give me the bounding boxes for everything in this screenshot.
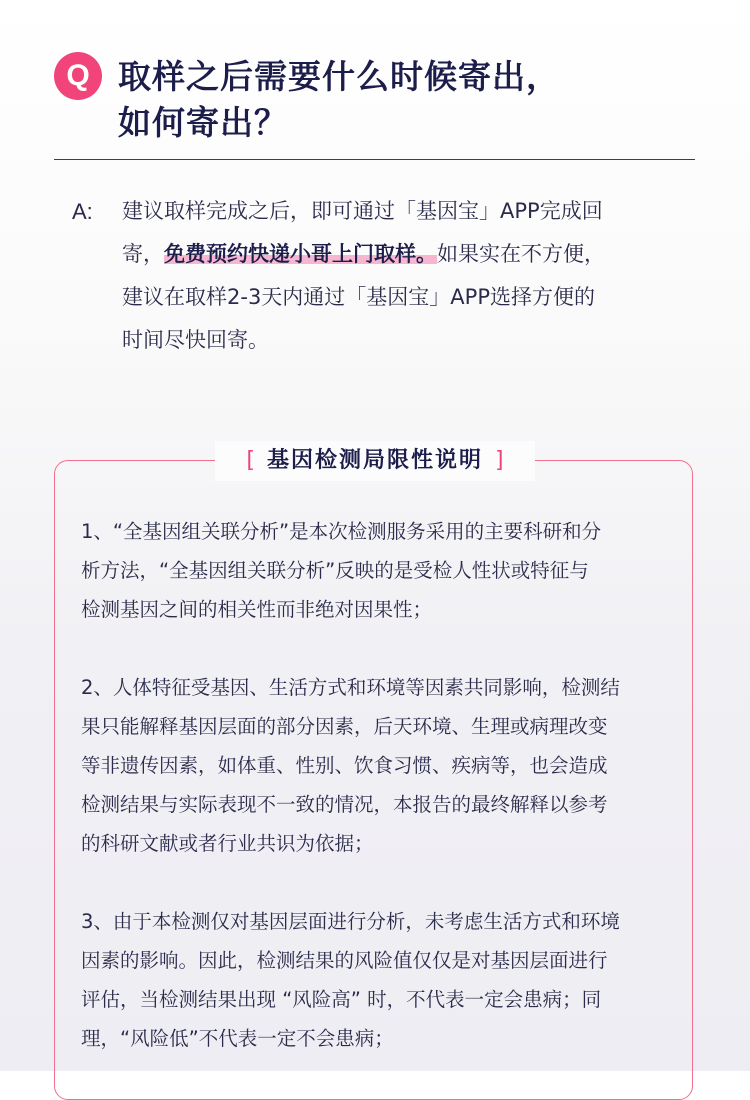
limitation-item-line: 评估，当检测结果出现 “风险高” 时，不代表一定会患病；同 bbox=[81, 988, 602, 1011]
limitation-item-line: 理，“风险低”不代表一定不会患病； bbox=[81, 1027, 394, 1050]
limitations-header bbox=[215, 441, 535, 481]
limitation-item-line: 析方法，“全基因组关联分析”反映的是受检人性状或特征与 bbox=[81, 559, 589, 582]
limitation-item bbox=[81, 668, 681, 863]
answer-text bbox=[122, 190, 697, 362]
answer-line-4: 时间尽快回寄。 bbox=[122, 328, 269, 352]
limitation-item-line: 2、人体特征受基因、生活方式和环境等因素共同影响，检测结 bbox=[81, 676, 620, 699]
answer-highlight: 免费预约快递小哥上门取样。 bbox=[164, 242, 437, 266]
bracket-right-icon: ] bbox=[495, 448, 504, 473]
limitation-item-line: 因素的影响。因此，检测结果的风险值仅仅是对基因层面进行 bbox=[81, 949, 608, 972]
question-title-line-2: 如何寄出？ bbox=[118, 103, 288, 142]
limitations-list bbox=[81, 512, 681, 1097]
question-badge-icon: Q bbox=[54, 52, 102, 100]
limitation-item bbox=[81, 512, 681, 629]
answer-line-2-suffix: 如果实在不方便， bbox=[437, 242, 605, 266]
limitation-item-line: 1、“全基因组关联分析”是本次检测服务采用的主要科研和分 bbox=[81, 520, 602, 543]
limitation-item-line: 3、由于本检测仅对基因层面进行分析，未考虑生活方式和环境 bbox=[81, 910, 620, 933]
limitation-item-line: 检测基因之间的相关性而非绝对因果性； bbox=[81, 598, 433, 621]
answer-line-3: 建议在取样2-3天内通过「基因宝」APP选择方便的 bbox=[122, 285, 595, 309]
bracket-left-icon: [ bbox=[246, 448, 255, 473]
limitation-item-line: 等非遗传因素，如体重、性别、饮食习惯、疾病等，也会造成 bbox=[81, 754, 608, 777]
answer-label: A: bbox=[72, 199, 93, 224]
answer-line-1: 建议取样完成之后，即可通过「基因宝」APP完成回 bbox=[122, 199, 603, 223]
limitation-item-line: 检测结果与实际表现不一致的情况，本报告的最终解释以参考 bbox=[81, 793, 608, 816]
question-title bbox=[118, 54, 718, 146]
limitation-item bbox=[81, 902, 681, 1058]
answer-line-2-prefix: 寄， bbox=[122, 242, 164, 266]
question-title-line-1: 取样之后需要什么时候寄出， bbox=[118, 57, 560, 96]
section-divider bbox=[54, 159, 695, 160]
limitation-item-line: 的科研文献或者行业共识为依据； bbox=[81, 832, 374, 855]
answer-line-2 bbox=[122, 233, 697, 276]
limitation-item-line: 果只能解释基因层面的部分因素，后天环境、生理或病理改变 bbox=[81, 715, 608, 738]
limitations-title: 基因检测局限性说明 bbox=[266, 448, 483, 473]
